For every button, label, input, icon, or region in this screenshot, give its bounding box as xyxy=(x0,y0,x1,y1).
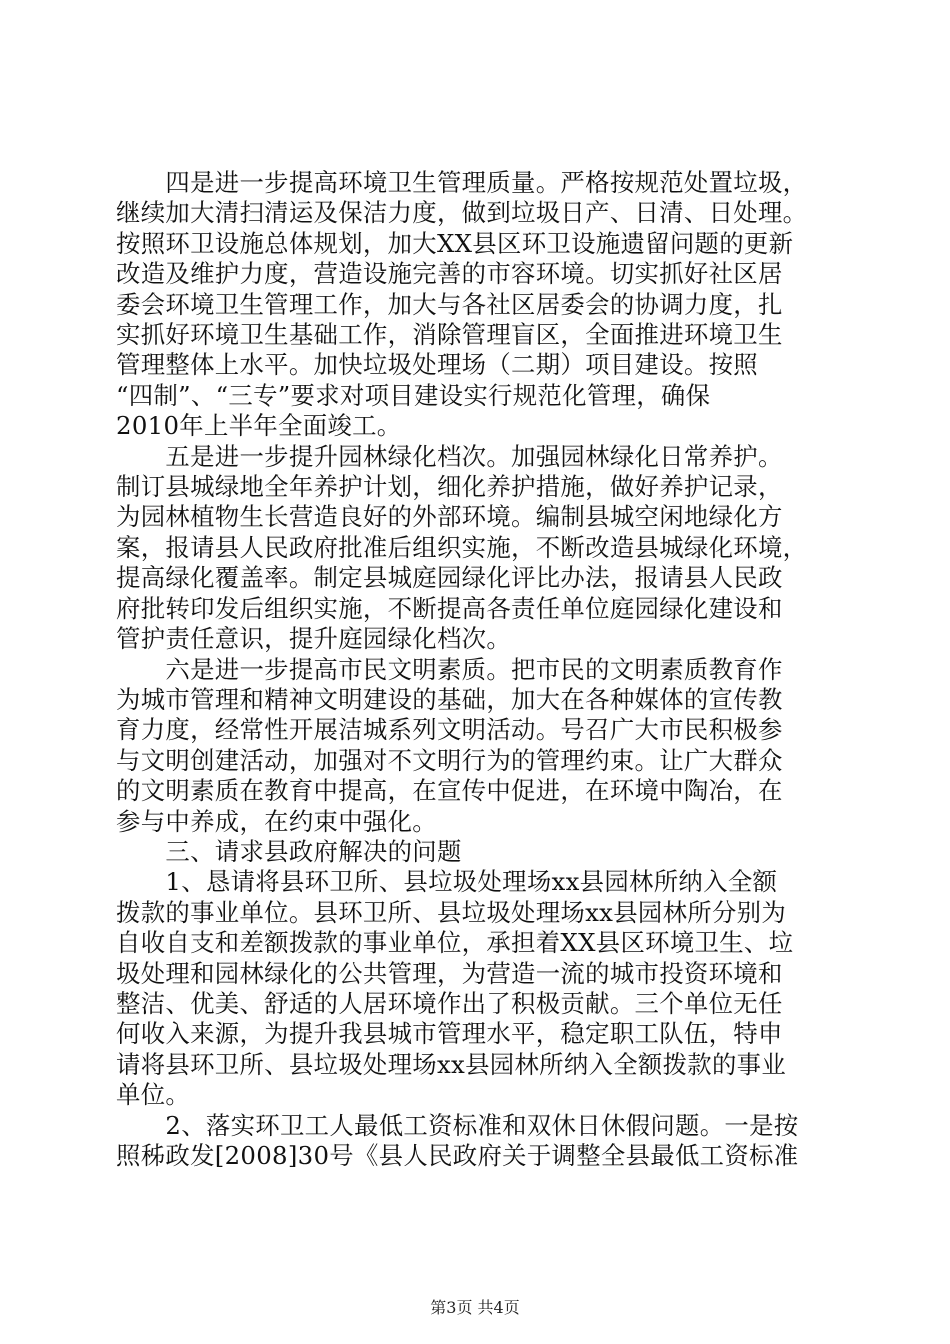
text-line: 四是进一步提高环境卫生管理质量。严格按规范处置垃圾， xyxy=(116,168,808,197)
paragraph xyxy=(116,1111,836,1172)
text-line: 委会环境卫生管理工作，加大与各社区居委会的协调力度，扎 xyxy=(116,289,783,319)
text-line: 府批转印发后组织实施，不断提高各责任单位庭园绿化建设和 xyxy=(116,593,783,623)
text-line: 为园林植物生长营造良好的外部环境。编制县城空闲地绿化方 xyxy=(116,502,783,532)
paragraph xyxy=(116,442,836,655)
text-line: 的文明素质在教育中提高，在宣传中促进，在环境中陶冶，在 xyxy=(116,776,783,806)
text-line: 案，报请县人民政府批准后组织实施，不断改造县城绿化环境， xyxy=(116,532,808,562)
text-line: 2、落实环卫工人最低工资标准和双休日休假问题。一是按 xyxy=(116,1110,799,1140)
paragraph xyxy=(116,655,836,837)
text-line: 六是进一步提高市民文明素质。把市民的文明素质教育作 xyxy=(116,654,783,684)
text-line: 单位。 xyxy=(116,1080,191,1110)
text-line: 与文明创建活动，加强对不文明行为的管理约束。让广大群众 xyxy=(116,745,783,775)
text-line: 请将县环卫所、县垃圾处理场xx县园林所纳入全额拨款的事业 xyxy=(116,1049,787,1079)
text-line: 五是进一步提升园林绿化档次。加强园林绿化日常养护。 xyxy=(116,441,783,471)
paragraph xyxy=(116,867,836,1110)
text-line: 参与中养成，在约束中强化。 xyxy=(116,806,437,836)
text-line: 改造及维护力度，营造设施完善的市容环境。切实抓好社区居 xyxy=(116,259,783,289)
text-line: “四制”、“三专”要求对项目建设实行规范化管理，确保 xyxy=(116,380,711,410)
text-line: 1、恳请将县环卫所、县垃圾处理场xx县园林所纳入全额 xyxy=(116,867,778,897)
text-line: 继续加大清扫清运及保洁力度，做到垃圾日产、日清、日处理。 xyxy=(116,198,808,228)
text-line: 照秭政发[2008]30号《县人民政府关于调整全县最低工资标准 xyxy=(116,1141,799,1170)
text-line: 为城市管理和精神文明建设的基础，加大在各种媒体的宣传教 xyxy=(116,684,783,714)
page-footer: 第3页 共4页 xyxy=(430,1298,520,1317)
text-line: 圾处理和园林绿化的公共管理，为营造一流的城市投资环境和 xyxy=(116,958,783,988)
text-line: 拨款的事业单位。县环卫所、县垃圾处理场xx县园林所分别为 xyxy=(116,897,787,927)
text-line: 育力度，经常性开展洁城系列文明活动。号召广大市民积极参 xyxy=(116,715,783,745)
text-line: 管理整体上水平。加快垃圾处理场（二期）项目建设。按照 xyxy=(116,350,758,380)
text-line: 实抓好环境卫生基础工作，消除管理盲区，全面推进环境卫生 xyxy=(116,320,783,350)
document-body xyxy=(116,168,836,1171)
text-line: 提高绿化覆盖率。制定县城庭园绿化评比办法，报请县人民政 xyxy=(116,563,783,593)
paragraph xyxy=(116,837,836,867)
text-line: 制订县城绿地全年养护计划，细化养护措施，做好养护记录， xyxy=(116,472,783,502)
text-line: 三、请求县政府解决的问题 xyxy=(116,836,462,866)
text-line: 按照环卫设施总体规划，加大XX县区环卫设施遗留问题的更新 xyxy=(116,228,794,258)
text-line: 自收自支和差额拨款的事业单位，承担着XX县区环境卫生、垃 xyxy=(116,928,794,958)
text-line: 2010年上半年全面竣工。 xyxy=(116,411,402,441)
paragraph xyxy=(116,168,836,442)
text-line: 整洁、优美、舒适的人居环境作出了积极贡献。三个单位无任 xyxy=(116,988,783,1018)
text-line: 何收入来源，为提升我县城市管理水平，稳定职工队伍，特申 xyxy=(116,1019,783,1049)
text-line: 管护责任意识，提升庭园绿化档次。 xyxy=(116,624,512,654)
